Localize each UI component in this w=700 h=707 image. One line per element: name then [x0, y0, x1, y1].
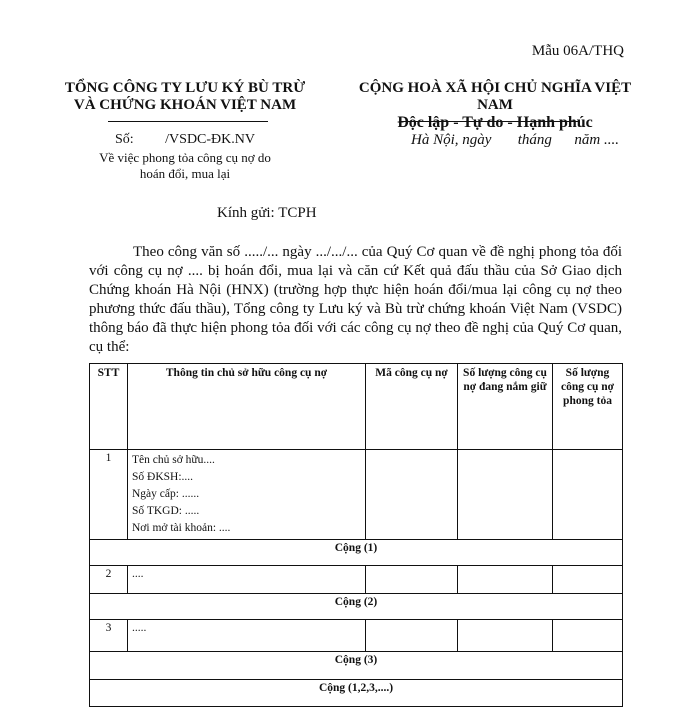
header-owner-info: Thông tin chủ sở hữu công cụ nợ	[128, 364, 366, 450]
row3-code	[366, 620, 458, 652]
document-number-block	[60, 132, 310, 182]
header-stt: STT	[90, 364, 128, 450]
grand-total-row	[90, 680, 623, 707]
salutation: Kính gửi: TCPH	[217, 205, 317, 221]
organization-line1: TỔNG CÔNG TY LƯU KÝ BÙ TRỪ	[64, 80, 306, 96]
owner-tkgd: Số TKGD: .....	[132, 505, 200, 517]
row3-owner-info: .....	[128, 620, 366, 652]
table-row	[90, 620, 623, 652]
header-instrument-code: Mã công cụ nợ	[366, 364, 458, 450]
form-code: Mẫu 06A/THQ	[531, 43, 624, 59]
blocked-instruments-table	[89, 363, 623, 707]
organization-underline	[108, 121, 268, 122]
organization-line2: VÀ CHỨNG KHOÁN VIỆT NAM	[73, 97, 297, 113]
grand-total: Cộng (1,2,3,....)	[90, 680, 623, 707]
body-paragraph: Theo công văn số ...../... ngày .../.../... của Quý Cơ quan về đề nghị phong tỏa đối với công cụ nợ .... bị hoán đổi, mua lại và căn cứ Kết quả đấu thầu của Sở Giao dịch Chứng khoán Hà Nội (HNX) (trường hợp thực hiện hoán đổi/mua lại công cụ nợ theo phương thức đấu thầu), Tổng công ty Lưu ký và Bù trừ chứng khoán Việt Nam (VSDC) thông báo đã thực hiện phong tỏa đối với các công cụ nợ theo đề nghị của Quý Cơ quan, cụ thể:	[89, 244, 622, 355]
subject-line2: hoán đổi, mua lại	[139, 166, 231, 181]
row2-held	[458, 566, 553, 594]
subtotal-row	[90, 652, 623, 680]
owner-issue-date: Ngày cấp: ......	[132, 488, 200, 500]
row2-owner-info: ....	[128, 566, 366, 594]
row1-code	[366, 450, 458, 540]
row1-held	[458, 450, 553, 540]
motto-underline	[400, 121, 580, 122]
header-quantity-blocked: Số lượng công cụ nợ phong tỏa	[553, 364, 623, 450]
subtotal-3: Cộng (3)	[90, 652, 623, 680]
row1-blocked	[553, 450, 623, 540]
national-header	[340, 80, 650, 131]
row2-code	[366, 566, 458, 594]
owner-dksh: Số ĐKSH:....	[132, 471, 194, 483]
row3-blocked	[553, 620, 623, 652]
row2-blocked	[553, 566, 623, 594]
organization-name	[60, 80, 310, 114]
nation-motto: Độc lập - Tự do - Hạnh phúc	[397, 114, 593, 131]
header-quantity-held: Số lượng công cụ nợ đang nắm giữ	[458, 364, 553, 450]
subtotal-1: Cộng (1)	[90, 540, 623, 566]
row2-stt: 2	[90, 566, 128, 594]
row3-held	[458, 620, 553, 652]
subtotal-row	[90, 540, 623, 566]
table-row	[90, 450, 623, 540]
subtotal-2: Cộng (2)	[90, 594, 623, 620]
row3-stt: 3	[90, 620, 128, 652]
table-row	[90, 566, 623, 594]
row1-stt: 1	[90, 450, 128, 540]
subject-line1: Về việc phong tỏa công cụ nợ do	[99, 150, 271, 165]
place-date: Hà Nội, ngày tháng năm ....	[411, 132, 619, 148]
owner-name: Tên chủ sở hữu....	[132, 454, 215, 466]
document-number: Số: /VSDC-ĐK.NV	[114, 132, 255, 147]
table-header-row	[90, 364, 623, 450]
owner-account-place: Nơi mở tài khoản: ....	[132, 522, 231, 534]
subtotal-row	[90, 594, 623, 620]
row1-owner-info	[128, 450, 366, 540]
nation-name: CỘNG HOÀ XÃ HỘI CHỦ NGHĨA VIỆT NAM	[358, 80, 632, 113]
